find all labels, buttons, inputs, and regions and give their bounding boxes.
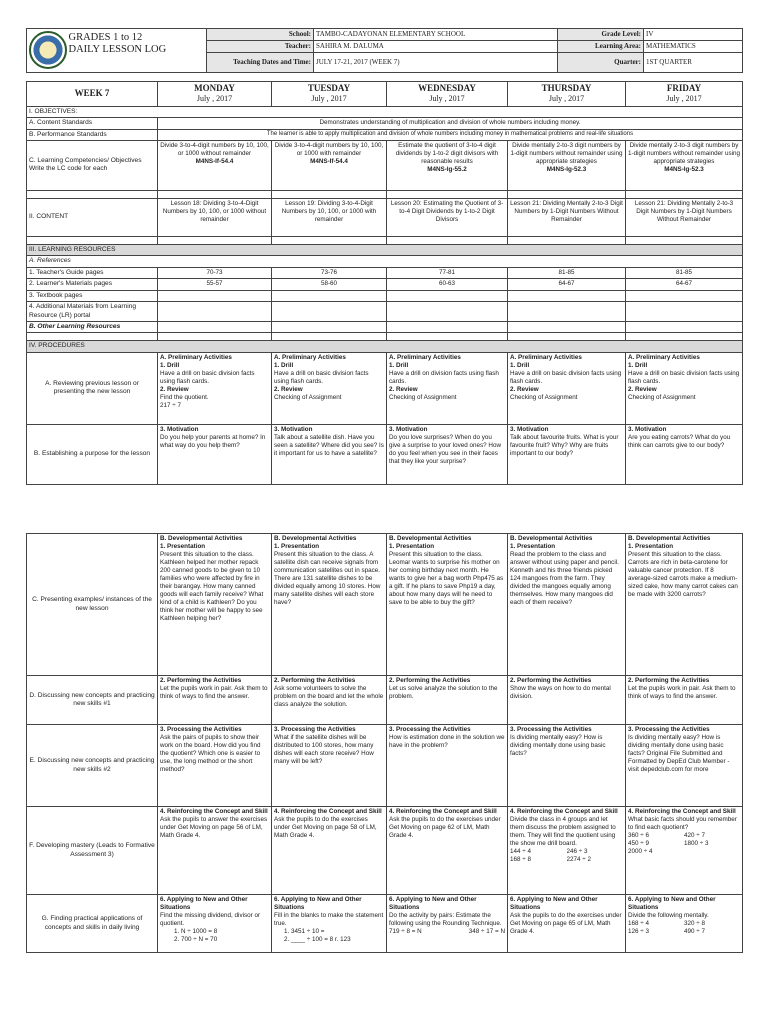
- resources-heading: III. LEARNING RESOURCES: [27, 244, 743, 255]
- title-line-2: DAILY LESSON LOG: [68, 44, 167, 56]
- proc-f-monday: 4. Reinforcing the Concept and Skill Ask the pupils to answer the exercises under Get Moving on page 56 of LM, Math Grade 4.: [158, 807, 272, 895]
- lm-wednesday: 60-63: [387, 279, 508, 290]
- tg-tuesday: 73-76: [272, 267, 387, 278]
- proc-f-friday: 4. Reinforcing the Concept and Skill What basic facts should you remember to find each quotient? 360 ÷ 6 420 ÷ 7 450 ÷ 9 1800 ÷ 3 2000 ÷ 4: [626, 807, 743, 895]
- area-label: Learning Area:: [558, 40, 644, 52]
- day-thursday: THURSDAY July , 2017: [508, 81, 626, 106]
- tg-friday: 81-85: [626, 267, 743, 278]
- area-value: MATHEMATICS: [644, 40, 743, 52]
- content-wednesday: Lesson 20: Estimating the Quotient of 3-to-4 Digit Dividends by 1-to-2 Digit Divisors: [387, 198, 508, 236]
- lc-friday: Divide mentally 2-to-3 digit numbers by 1-digit numbers without remainder using appropriate strategies M4NS-Ig-52.3: [626, 140, 743, 190]
- lc-monday: Divide 3-to-4-digit numbers by 10, 100, or 1000 without remainder M4NS-If-54.4: [158, 140, 272, 190]
- teacher-value: SAHIRA M. DALUMA: [314, 40, 558, 52]
- lesson-table-page-2: [26, 533, 743, 953]
- proc-b-tuesday: 3. Motivation Talk about a satellite dish. Have you seen a satellite? Where did you see? Is it important for us to have a satellite?: [272, 424, 387, 484]
- fri-mental-list: 168 ÷ 4 320 ÷ 8 126 ÷ 3 490 ÷ 7: [628, 920, 705, 936]
- proc-a-label: A. Reviewing previous lesson or presenting the new lesson: [27, 352, 158, 424]
- proc-g-wednesday: 6. Applying to New and Other Situations Do the activity by pairs: Estimate the following using the Rounding Technique. 719 ÷ 8 = N 348 ÷ 17 = N: [387, 895, 508, 953]
- quarter-value: 1ST QUARTER: [644, 52, 743, 72]
- proc-f-thursday: 4. Reinforcing the Concept and Skill Divide the class in 4 groups and let them discuss the problem assigned to them. They will find the quotient using the show me drill board. 144 ÷ 4 246 ÷ 3 168 ÷ 8 2274 ÷ 2: [508, 807, 626, 895]
- day-friday: FRIDAY July , 2017: [626, 81, 743, 106]
- proc-d-tuesday: 2. Performing the Activities Ask some volunteers to solve the problem on the board and let the whole class analyze the solution.: [272, 676, 387, 725]
- proc-c-tuesday: B. Developmental Activities 1. Presentation Present this situation to the class. A satellite dish can receive signals from communication satellites out in space. There are 131 satellite dishes to be divided equally among 10 stores. How many satellite dishes will each store have?: [272, 534, 387, 676]
- proc-e-tuesday: 3. Processing the Activities What if the satellite dishes will be distributed to 100 stores, how many dishes will each store receive? How many will be left?: [272, 725, 387, 807]
- school-label: School:: [207, 29, 314, 41]
- proc-b-wednesday: 3. Motivation Do you love surprises? When do you give a surprise to your loved ones? How do you feel when you see in their faces that they like your surprise?: [387, 424, 508, 484]
- competencies-label: C. Learning Competencies/ Objectives: [29, 157, 142, 165]
- proc-a-tuesday: A. Preliminary Activities 1. Drill Have a drill on basic division facts using flash cards. 2. Review Checking of Assignment: [272, 352, 387, 424]
- proc-g-tuesday: 6. Applying to New and Other Situations Fill in the blanks to make the statement true. 1. 3451 ÷ 10 = 2. ____ ÷ 100 = 8 r. 123: [272, 895, 387, 953]
- content-monday: Lesson 18: Dividing 3-to-4-Digit Numbers by 10, 100, or 1000 without remainder: [158, 198, 272, 236]
- proc-e-wednesday: 3. Processing the Activities How is estimation done in the solution we have in the problem?: [387, 725, 508, 807]
- proc-b-thursday: 3. Motivation Talk about favourite fruits. What is your favourite fruit? Why? Why are fruits important to our body?: [508, 424, 626, 484]
- references-label: A. References: [27, 256, 743, 267]
- proc-f-tuesday: 4. Reinforcing the Concept and Skill Ask the pupils to do the exercises under Get Moving on page 58 of LM, Math Grade 4.: [272, 807, 387, 895]
- day-tuesday: TUESDAY July , 2017: [272, 81, 387, 106]
- lm-monday: 55-57: [158, 279, 272, 290]
- content-tuesday: Lesson 19: Dividing 3-to-4-Digit Numbers by 10, 100, or 1000 with remainder: [272, 198, 387, 236]
- proc-a-monday: A. Preliminary Activities 1. Drill Have a drill on basic division facts using flash cards. 2. Review Find the quotient. 217 ÷ 7: [158, 352, 272, 424]
- performance-standards-text: The learner is able to apply multiplication and division of whole numbers including money in mathematical problems and real-life situations: [158, 129, 743, 140]
- content-standards-label: A. Content Standards: [27, 118, 158, 129]
- proc-d-label: D. Discussing new concepts and practicing new skills #1: [27, 676, 158, 725]
- teacher-label: Teacher:: [207, 40, 314, 52]
- proc-g-label: G. Finding practical applications of concepts and skills in daily living: [27, 895, 158, 953]
- proc-g-friday: 6. Applying to New and Other Situations Divide the following mentally. 168 ÷ 4 320 ÷ 8 126 ÷ 3 490 ÷ 7: [626, 895, 743, 953]
- proc-e-monday: 3. Processing the Activities Ask the pairs of pupils to show their work on the board. How did you find the quotient? Which one is easier to use, the long method or the short method?: [158, 725, 272, 807]
- dates-label: Teaching Dates and Time:: [207, 52, 314, 72]
- deped-seal-cell: [27, 29, 67, 73]
- thu-exercise-list: 144 ÷ 4 246 ÷ 3 168 ÷ 8 2274 ÷ 2: [510, 848, 591, 864]
- day-monday: MONDAY July , 2017: [158, 81, 272, 106]
- dates-value: JULY 17-21, 2017 (WEEK 7): [314, 52, 558, 72]
- lesson-table-page-1: [26, 81, 743, 485]
- school-value: TAMBO-CADAYONAN ELEMENTARY SCHOOL: [314, 29, 558, 41]
- lc-wednesday: Estimate the quotient of 3-to-4 digit dividends by 1-to-2 digit divisors with reasonable results M4NS-Ig-55.2: [387, 140, 508, 190]
- proc-e-friday: 3. Processing the Activities Is dividing mentally easy? How is dividing mentally done using basic facts? Original File Submitted and Formatted by DepEd Club Member - visit depedclub.com for more: [626, 725, 743, 807]
- proc-b-monday: 3. Motivation Do you help your parents at home? In what way do you help them?: [158, 424, 272, 484]
- tg-monday: 70-73: [158, 267, 272, 278]
- content-friday: Lesson 21: Dividing Mentally 2-to-3 Digit Numbers by 1-Digit Numbers Without Remainder: [626, 198, 743, 236]
- content-thursday: Lesson 21: Dividing Mentally 2-to-3 Digit Numbers by 1-Digit Numbers Without Remainder: [508, 198, 626, 236]
- deped-seal-icon: [29, 31, 67, 69]
- quarter-label: Quarter:: [558, 52, 644, 72]
- lesson-log-page-2: [26, 533, 742, 953]
- tg-thursday: 81-85: [508, 267, 626, 278]
- proc-c-friday: B. Developmental Activities 1. Presentation Present this situation to the class. Carrots are rich in beta-carotene for valuable cancer protection. If 8 average-sized carrots make a medium-sized cake, how many carrot cakes can be made with 3200 carrots?: [626, 534, 743, 676]
- additional-materials-label: 4. Additional Materials from Learning Resource (LR) portal: [27, 302, 158, 322]
- proc-f-wednesday: 4. Reinforcing the Concept and Skill Ask the pupils to do the exercises under Get Moving on page 62 of LM, Math Grade 4.: [387, 807, 508, 895]
- proc-e-thursday: 3. Processing the Activities Is dividing mentally easy? How is dividing mentally done using basic facts?: [508, 725, 626, 807]
- proc-d-thursday: 2. Performing the Activities Show the ways on how to do mental division.: [508, 676, 626, 725]
- proc-a-friday: A. Preliminary Activities 1. Drill Have a drill on basic division facts using flash cards. 2. Review Checking of Assignment: [626, 352, 743, 424]
- lm-friday: 64-67: [626, 279, 743, 290]
- lm-tuesday: 58-60: [272, 279, 387, 290]
- tg-label: 1. Teacher's Guide pages: [27, 267, 158, 278]
- lm-thursday: 64-67: [508, 279, 626, 290]
- grade-label: Grade Level:: [558, 29, 644, 41]
- proc-c-label: C. Presenting examples/ instances of the new lesson: [27, 534, 158, 676]
- proc-g-monday: 6. Applying to New and Other Situations Find the missing dividend, divisor or quotient. 1. N ÷ 1000 = 8 2. 700 ÷ N = 70: [158, 895, 272, 953]
- objectives-heading: I. OBJECTIVES:: [27, 106, 743, 117]
- lc-tuesday: Divide 3-to-4-digit numbers by 10, 100, or 1000 with remainder M4NS-If-54.4: [272, 140, 387, 190]
- log-title-cell: [67, 29, 207, 73]
- tg-wednesday: 77-81: [387, 267, 508, 278]
- proc-b-label: B. Establishing a purpose for the lesson: [27, 424, 158, 484]
- lm-label: 2. Learner's Materials pages: [27, 279, 158, 290]
- procedures-heading: IV. PROCEDURES: [27, 341, 743, 352]
- proc-f-label: F. Developing mastery (Leads to Formative Assessment 3): [27, 807, 158, 895]
- proc-a-thursday: A. Preliminary Activities 1. Drill Have a drill on basic division facts using flash cards. 2. Review Checking of Assignment: [508, 352, 626, 424]
- proc-a-wednesday: A. Preliminary Activities 1. Drill Have a drill on division facts using flash cards. 2. Review Checking of Assignment: [387, 352, 508, 424]
- lc-thursday: Divide mentally 2-to-3 digit numbers by 1-digit numbers without remainder using appropriate strategies M4NS-Ig-52.3: [508, 140, 626, 190]
- proc-d-friday: 2. Performing the Activities Let the pupils work in pair. Ask them to think of ways to find the answer.: [626, 676, 743, 725]
- grade-value: IV: [644, 29, 743, 41]
- textbook-label: 3. Textbook pages: [27, 290, 158, 301]
- lesson-log-page-1: [26, 28, 742, 485]
- content-standards-text: Demonstrates understanding of multiplication and division of whole numbers including money.: [158, 118, 743, 129]
- proc-d-wednesday: 2. Performing the Activities Let us solve analyze the solution to the problem.: [387, 676, 508, 725]
- proc-d-monday: 2. Performing the Activities Let the pupils work in pair. Ask them to think of ways to find the answer.: [158, 676, 272, 725]
- proc-b-friday: 3. Motivation Are you eating carrots? What do you think can carrots give to our body?: [626, 424, 743, 484]
- header-table: [26, 28, 743, 73]
- competencies-sublabel: Write the LC code for each: [29, 165, 108, 173]
- fri-exercise-list: 360 ÷ 6 420 ÷ 7 450 ÷ 9 1800 ÷ 3 2000 ÷ 4: [628, 832, 709, 856]
- competencies-label-cell: [27, 140, 158, 190]
- other-resources-label: B. Other Learning Resources: [27, 322, 158, 333]
- proc-c-monday: B. Developmental Activities 1. Presentation Present this situation to the class. Kathleen helped her mother repack 200 canned goods to be given to 10 families who were affected by fire in their barangay. How many canned goods will each family receive? What kind of a child is Kathleen? Do you think her mother will be happy to see Kathleen helping her?: [158, 534, 272, 676]
- performance-standards-label: B. Performance Standards: [27, 129, 158, 140]
- proc-c-wednesday: B. Developmental Activities 1. Presentation Present this situation to the class. Leomar wants to surprise his mother on her coming birthday next month. He wants to give her a bag worth Php475 as a gift. If he plans to save Php19 a day, about how many days will he need to save to be able to buy the gift?: [387, 534, 508, 676]
- day-wednesday: WEDNESDAY July , 2017: [387, 81, 508, 106]
- proc-c-thursday: B. Developmental Activities 1. Presentation Read the problem to the class and answer without using paper and pencil. Kenneth and his three friends picked 124 mangoes from the farm. They divided the mangoes equally among themselves. How many mangoes did each of them receive?: [508, 534, 626, 676]
- week-label: WEEK 7: [27, 81, 158, 106]
- wed-exercise-list: 719 ÷ 8 = N 348 ÷ 17 = N: [389, 928, 505, 936]
- title-line-1: GRADES 1 to 12: [68, 32, 143, 43]
- proc-g-thursday: 6. Applying to New and Other Situations Ask the pupils to do the exercises under Get Moving on page 65 of LM, Math Grade 4.: [508, 895, 626, 953]
- content-label: II. CONTENT: [27, 198, 158, 236]
- proc-e-label: E. Discussing new concepts and practicing new skills #2: [27, 725, 158, 807]
